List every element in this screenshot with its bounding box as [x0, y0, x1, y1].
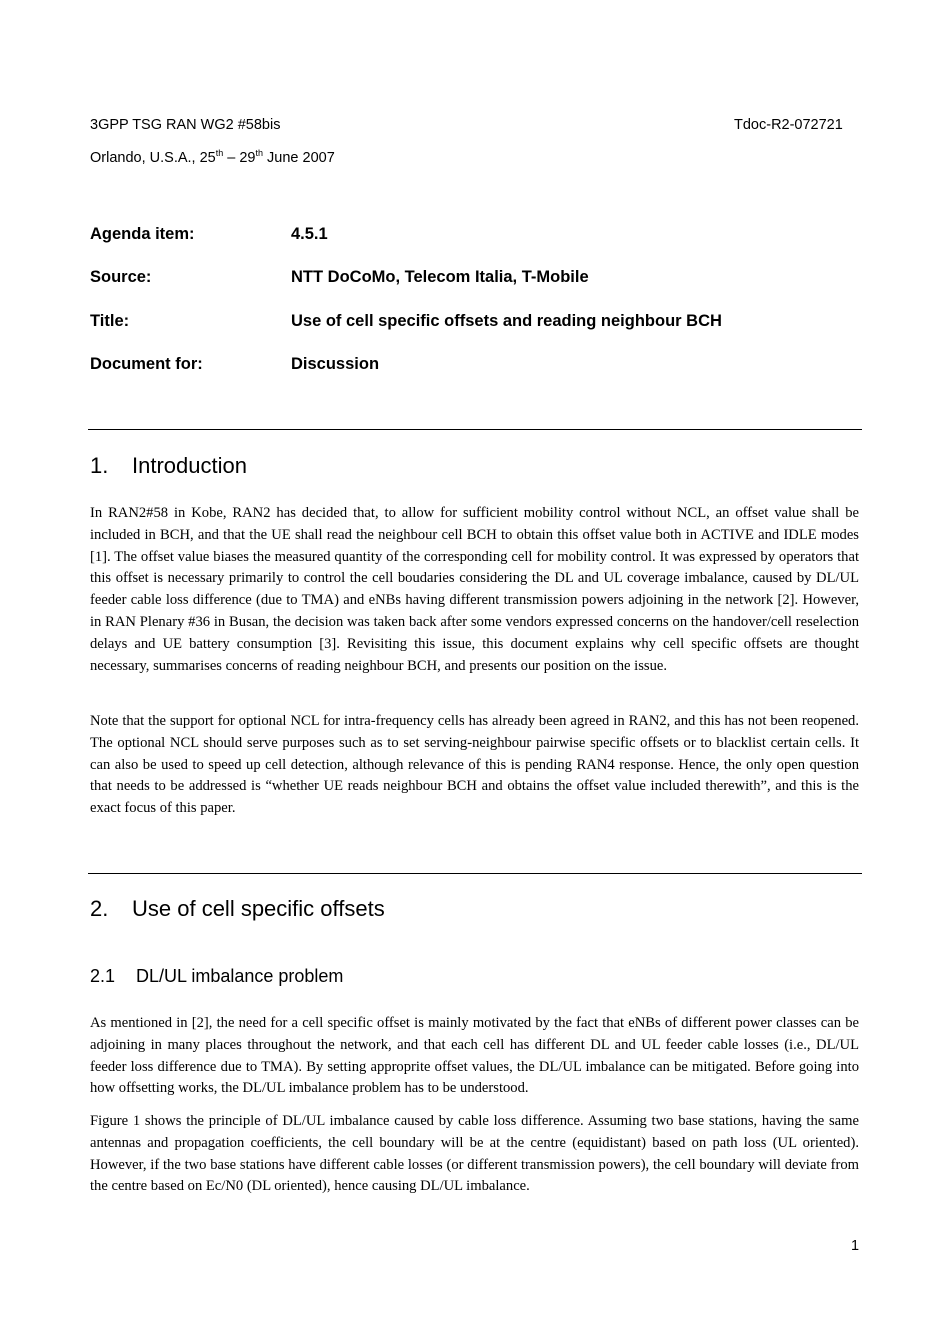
document-for-label: Document for:	[90, 355, 203, 373]
section-2-paragraph-1: As mentioned in [2], the need for a cell specific offset is mainly motivated by the fact that eNBs of different power classes can be adjoining in many places throughout the network, and that each cell has different DL and UL feeder cable losses (i.e., DL/UL feeder loss difference due to TMA). By setting approprite offset values, the DL/UL imbalance can be mitigated. Before going into how offsetting works, the DL/UL imbalance problem has to be understood.	[90, 1015, 859, 1097]
title-label: Title:	[90, 312, 130, 330]
page-number: 1	[851, 1238, 860, 1254]
section-1-number: 1.	[90, 453, 109, 478]
location-sup-2: th	[255, 148, 264, 158]
intro-paragraph-1: In RAN2#58 in Kobe, RAN2 has decided that, to allow for sufficient mobility control without NCL, an offset value shall be included in BCH, and that the UE shall read the neighbour cell BCH to obtain this offset value both in ACTIVE and IDLE modes [1]. The offset value biases the measured quantity of the corresponding cell for mobility control. It was expressed by operators that this offset is necessary primarily to control the cell boudaries considering the DL and UL coverage imbalance, caused by DL/UL feeder cable loss difference (due to TMA) and eNBs having different transmission powers adjoining in the network [2]. However, in RAN Plenary #36 in Busan, the decision was taken back after some vendors expressed concerns on the handover/cell reselection delays and UE battery consumption [3]. Revisiting this issue, this document explains why cell specific offsets are thought necessary, summarises concerns of reading neighbour BCH, and presents our position on the issue.	[90, 505, 859, 674]
source-value: NTT DoCoMo, Telecom Italia, T-Mobile	[291, 268, 589, 286]
location-suffix: June 2007	[263, 150, 335, 166]
section-1-heading: Introduction	[132, 453, 247, 478]
section-2-divider	[88, 873, 862, 874]
intro-paragraph-2: Note that the support for optional NCL for intra-frequency cells has already been agreed in RAN2, and this has not been reopened. The optional NCL should serve purposes such as to set serving-neighbour pairwise specific offsets or to blacklist certain cells. It can also be used to speed up cell detection, although relevance of this is pending RAN4 response. Hence, the only open question that needs to be addressed is “whether UE reads neighbour BCH and obtains the offset value included therewith”, and this is the exact focus of this paper.	[90, 713, 859, 817]
agenda-item-label: Agenda item:	[90, 225, 195, 243]
subsection-2-1-number: 2.1	[90, 966, 116, 986]
section-1-divider	[88, 429, 862, 430]
section-2-number: 2.	[90, 896, 109, 921]
section-2-paragraph-2: Figure 1 shows the principle of DL/UL imbalance caused by cable loss difference. Assuming two base stations, having the same antennas and propagation coefficients, the cell boundary will be at the centre (equidistant) based on path loss (UL oriented). However, if the two base stations have different cable losses (or different transmission powers), the cell boundary will deviate from the centre based on Ec/N0 (DL oriented), hence causing DL/UL imbalance.	[90, 1113, 859, 1195]
document-for-value: Discussion	[291, 355, 380, 373]
source-label: Source:	[90, 268, 152, 286]
location-mid: – 29	[223, 150, 256, 166]
location-sup-1: th	[215, 148, 224, 158]
subsection-2-1-heading: DL/UL imbalance problem	[136, 966, 344, 986]
agenda-item-value: 4.5.1	[291, 225, 328, 243]
title-value: Use of cell specific offsets and reading neighbour BCH	[291, 312, 722, 330]
location-prefix: Orlando, U.S.A., 25	[90, 150, 216, 166]
meeting-name: 3GPP TSG RAN WG2 #58bis	[90, 117, 281, 133]
tdoc-number: Tdoc-R2-072721	[734, 117, 843, 133]
section-2-heading: Use of cell specific offsets	[132, 896, 385, 921]
meeting-location-date	[90, 150, 335, 166]
